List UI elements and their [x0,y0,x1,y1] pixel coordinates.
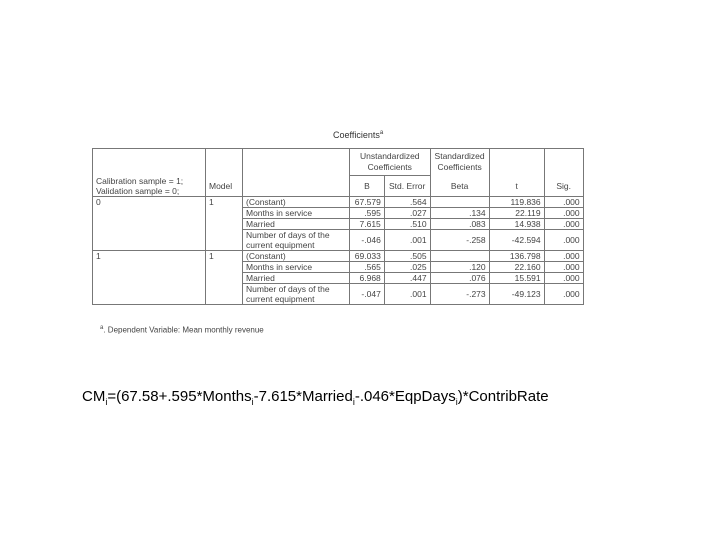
table-row: Married 6.968 .447 .076 15.591 .000 [93,272,584,283]
table-row: 1 1 (Constant) 69.033 .505 136.798 .000 [93,250,584,261]
sample-cell: 1 [93,250,206,304]
model-cell: 1 [206,196,243,250]
unstd-header: Unstandardized Coefficients [350,149,431,176]
table-row: Months in service .565 .025 .120 22.160 .000 [93,261,584,272]
table-row: Number of days of the current equipment -.046 .001 -.258 -42.594 .000 [93,229,584,250]
model-header: Model [206,176,243,197]
table-row: Number of days of the current equipment -.047 .001 -.273 -49.123 .000 [93,283,584,304]
table-footnote: $^a$. Dependent Variable: Mean monthly revenue [100,325,264,335]
var-cell: (Constant) [243,250,350,261]
table-title: Coefficients$^a$ [333,130,384,140]
table-row: Months in service .595 .027 .134 22.119 .000 [93,207,584,218]
b-header: B [350,176,385,197]
var-cell: Married [243,272,350,283]
table-row: 0 1 (Constant) 67.579 .564 119.836 .000 [93,196,584,207]
t-header: t [489,176,544,197]
model-cell: 1 [206,250,243,304]
var-cell: Number of days of the current equipment [243,283,350,304]
sample-cell: 0 [93,196,206,250]
regression-formula: $CM_i=(67.58+.595*Months_i-7.615*Married_i-.046*EqpDays_i)*ContribRate$ [82,388,549,407]
beta-header: Beta [430,176,489,197]
split-header [93,149,206,176]
var-cell: Months in service [243,261,350,272]
std-error-header: Std. Error [384,176,430,197]
var-cell: Number of days of the current equipment [243,229,350,250]
coefficients-table [92,148,584,305]
var-cell: (Constant) [243,196,350,207]
var-cell: Married [243,218,350,229]
table-row: Married 7.615 .510 .083 14.938 .000 [93,218,584,229]
split-label: Calibration sample = 1; Validation sample = 0; [93,176,206,197]
sig-header: Sig. [544,176,583,197]
var-cell: Months in service [243,207,350,218]
std-header: Standardized Coefficients [430,149,489,176]
